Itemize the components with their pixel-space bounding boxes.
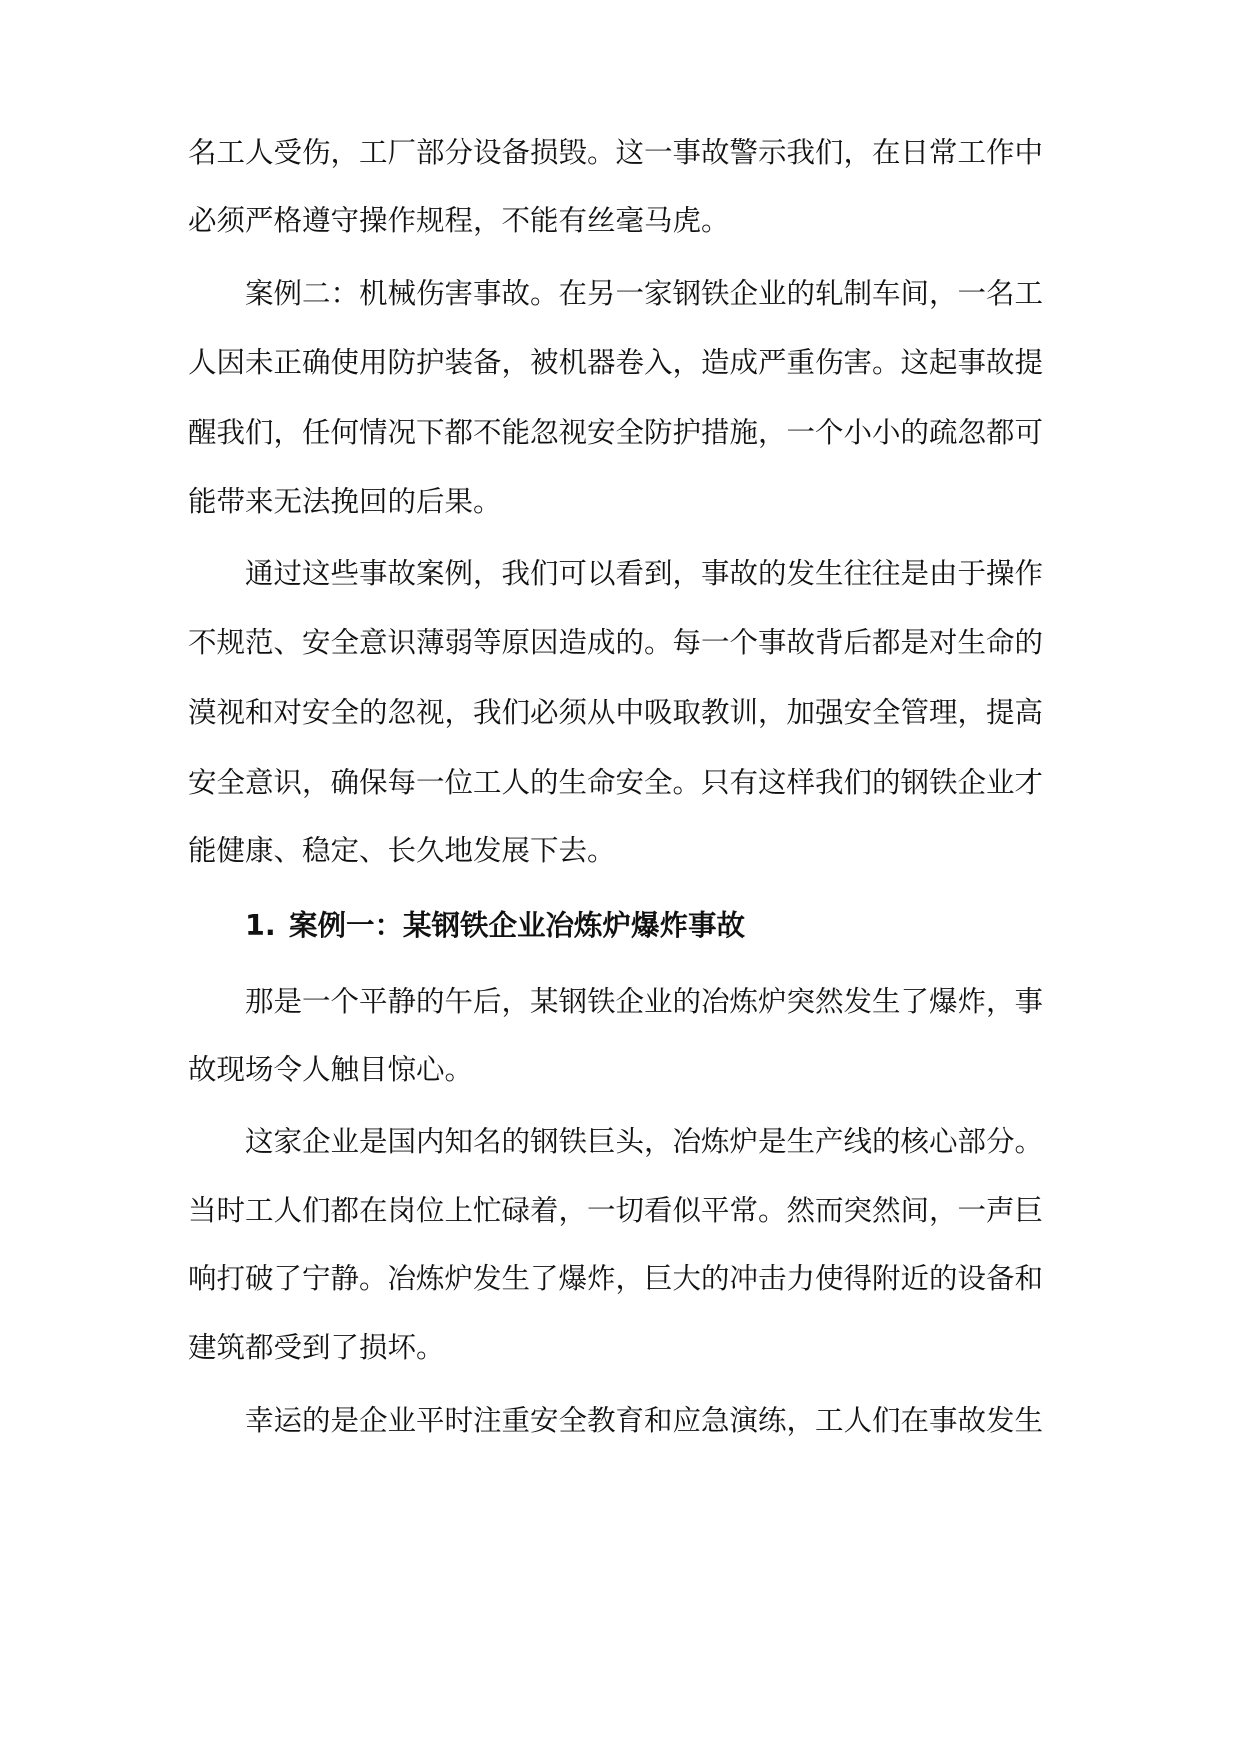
paragraph-line: 故现场令人触目惊心。	[188, 1053, 474, 1086]
paragraph-line: 醒我们，任何情况下都不能忽视安全防护措施，一个小小的疏忽都可	[188, 416, 1044, 449]
paragraph-line: 能健康、稳定、长久地发展下去。	[188, 834, 616, 867]
paragraph-line: 漠视和对安全的忽视，我们必须从中吸取教训，加强安全管理，提高	[188, 696, 1044, 729]
paragraph-line: 必须严格遵守操作规程，不能有丝毫马虎。	[188, 204, 730, 237]
paragraph-first-line: 通过这些事故案例，我们可以看到，事故的发生往往是由于操作	[245, 557, 1044, 590]
paragraph-first-line: 这家企业是国内知名的钢铁巨头，冶炼炉是生产线的核心部分。	[245, 1125, 1044, 1158]
paragraph-line: 建筑都受到了损坏。	[188, 1331, 445, 1364]
paragraph-first-line: 案例二：机械伤害事故。在另一家钢铁企业的轧制车间，一名工	[245, 277, 1044, 310]
paragraph-line: 当时工人们都在岗位上忙碌着，一切看似平常。然而突然间，一声巨	[188, 1194, 1044, 1227]
paragraph-first-line: 幸运的是企业平时注重安全教育和应急演练，工人们在事故发生	[245, 1404, 1044, 1437]
paragraph-line: 安全意识，确保每一位工人的生命安全。只有这样我们的钢铁企业才	[188, 766, 1044, 799]
paragraph-first-line: 那是一个平静的午后，某钢铁企业的冶炼炉突然发生了爆炸，事	[245, 985, 1044, 1018]
paragraph-line: 能带来无法挽回的后果。	[188, 485, 502, 518]
heading-text: 案例一：某钢铁企业冶炼炉爆炸事故	[289, 909, 746, 942]
section-heading	[245, 906, 745, 946]
paragraph-line: 人因未正确使用防护装备，被机器卷入，造成严重伤害。这起事故提	[188, 346, 1044, 379]
heading-number: 1.	[245, 909, 276, 942]
paragraph-line: 响打破了宁静。冶炼炉发生了爆炸，巨大的冲击力使得附近的设备和	[188, 1262, 1044, 1295]
paragraph-line: 不规范、安全意识薄弱等原因造成的。每一个事故背后都是对生命的	[188, 626, 1044, 659]
paragraph-line: 名工人受伤，工厂部分设备损毁。这一事故警示我们，在日常工作中	[188, 136, 1044, 169]
